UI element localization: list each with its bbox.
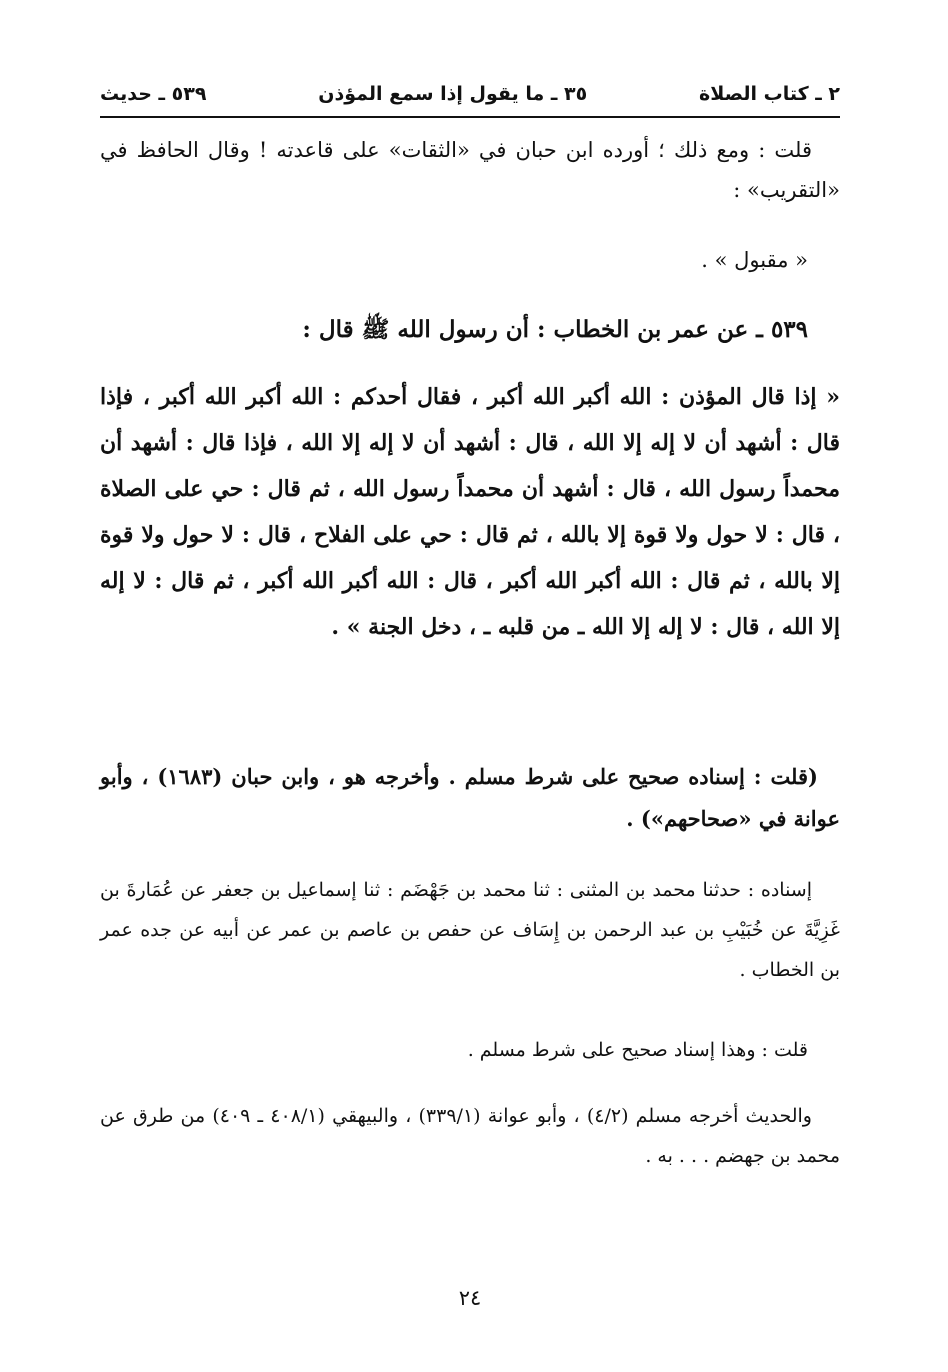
header-rule xyxy=(100,116,840,118)
header-chapter-title: ٣٥ ـ ما يقول إذا سمع المؤذن xyxy=(318,83,588,105)
intro-paragraph: قلت : ومع ذلك ؛ أورده ابن حبان في «الثقات» على قاعدته ! وقال الحافظ في «التقريب» : xyxy=(100,138,840,202)
header-hadith-ref: ٥٣٩ ـ حديث xyxy=(100,83,207,105)
hadith-title: ٥٣٩ ـ عن عمر بن الخطاب : أن رسول الله ﷺ قال : xyxy=(302,316,808,343)
running-header xyxy=(100,76,840,112)
quote-line: « مقبول » . xyxy=(701,248,808,272)
hadith-text: « إذا قال المؤذن : الله أكبر الله أكبر ، فقال أحدكم : الله أكبر الله أكبر ، فإذا قال : أشهد أن لا إله إلا الله ، قال : أشهد أن لا إله إلا الله ، فإذا قال : أشهد أن محمداً رسول الله ، قال : أشهد أن محمداً رسول الله ، ثم قال : حي على الصلاة ، قال : لا حول ولا قوة إلا بالله ، ثم قال : حي على الفلاح ، قال : لا حول ولا قوة إلا بالله ، ثم قال : الله أكبر الله أكبر ، قال : الله أكبر الله أكبر ، ثم قال : لا إله إلا الله ، قال : لا إله إلا الله ـ من قلبه ـ ، دخل الجنة » . xyxy=(100,384,840,640)
document-page xyxy=(100,0,840,1372)
header-book-title: ٢ ـ كتاب الصلاة xyxy=(699,83,840,105)
verdict-line: قلت : وهذا إسناد صحيح على شرط مسلم . xyxy=(467,1039,808,1061)
takhrij-paragraph: والحديث أخرجه مسلم (٤/٢) ، وأبو عوانة (٣٣٩/١) ، والبيهقي (٤٠٨/١ ـ ٤٠٩) من طرق عن محمد بن جهضم . . . به . xyxy=(100,1105,840,1167)
grading-note: (قلت : إسناده صحيح على شرط مسلم . وأخرجه هو ، وابن حبان (١٦٨٣) ، وأبو عوانة في «صحاحهم») . xyxy=(100,764,840,831)
page-number: ٢٤ xyxy=(458,1286,482,1310)
isnad-paragraph: إسناده : حدثنا محمد بن المثنى : ثنا محمد بن جَهْضَم : ثنا إسماعيل بن جعفر عن عُمَارةَ بن غَزِيَّةَ عن خُبَيْبِ بن عبد الرحمن بن إِسَاف عن حفص بن عاصم بن عمر عن أبيه عن جده عمر بن الخطاب . xyxy=(100,879,840,981)
